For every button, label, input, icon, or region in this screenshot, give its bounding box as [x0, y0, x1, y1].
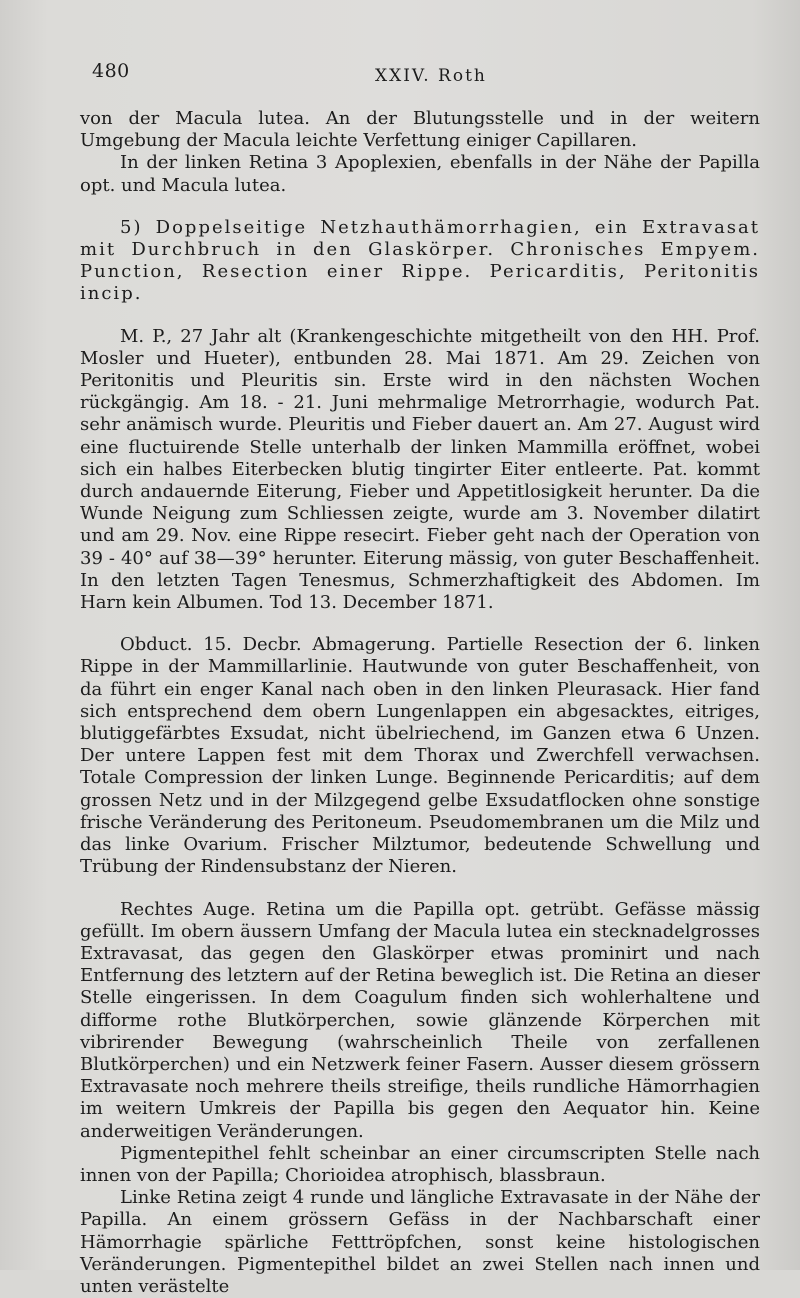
- paragraph-macula-continuation: von der Macula lutea. An der Blutungsstelle und in der weitern Umgebung der Macula leichte Verfettung einiger Capillaren.: [80, 108, 760, 152]
- paragraph-case-history: M. P., 27 Jahr alt (Krankengeschichte mitgetheilt von den HH. Prof. Mosler und Hueter), entbunden 28. Mai 1871. Am 29. Zeichen von Peritonitis und Pleuritis sin. Erste wird in den nächsten Wochen rückgängig. Am 18. - 21. Juni mehrmalige Metrorrhagie, wodurch Pat. sehr anämisch wurde. Pleuritis und Fieber dauert an. Am 27. August wird eine fluctuirende Stelle unterhalb der linken Mammilla eröffnet, wobei sich ein halbes Eiterbecken blutig tingirter Eiter entleerte. Pat. kommt durch andauernde Eiterung, Fieber und Appetitlosigkeit herunter. Da die Wunde Neigung zum Schliessen zeigte, wurde am 3. November dilatirt und am 29. Nov. eine Rippe resecirt. Fieber geht nach der Operation von 39 - 40° auf 38—39° herunter. Eiterung mässig, von guter Beschaffenheit. In den letzten Tagen Tenesmus, Schmerzhaftigkeit des Abdomen. Im Harn kein Albumen. Tod 13. December 1871.: [80, 325, 760, 614]
- paragraph-left-retina: In der linken Retina 3 Apoplexien, ebenfalls in der Nähe der Papilla opt. und Macula lutea.: [80, 152, 760, 196]
- running-head: XXIV. Roth: [375, 66, 487, 86]
- page-number: 480: [92, 60, 130, 82]
- page-header: [80, 52, 760, 98]
- body-text: [80, 108, 760, 1298]
- paragraph-pigment-epithelium: Pigmentepithel fehlt scheinbar an einer circumscripten Stelle nach innen von der Papilla; Chorioidea atrophisch, blassbraun.: [80, 1142, 760, 1186]
- paragraph-obduction: Obduct. 15. Decbr. Abmagerung. Partielle Resection der 6. linken Rippe in der Mammillarlinie. Hautwunde von guter Beschaffenheit, von da führt ein enger Kanal nach oben in den linken Pleurasack. Hier fand sich entsprechend dem obern Lungenlappen ein abgesacktes, eitriges, blutiggefärbtes Exsudat, nicht übelriechend, im Ganzen etwa 6 Unzen. Der untere Lappen fest mit dem Thorax und Zwerchfell verwachsen. Totale Compression der linken Lunge. Beginnende Pericarditis; auf dem grossen Netz und in der Milzgegend gelbe Exsudatflocken ohne sonstige frische Veränderung des Peritoneum. Pseudomembranen um die Milz und das linke Ovarium. Frischer Milztumor, bedeutende Schwellung und Trübung der Rindensubstanz der Nieren.: [80, 634, 760, 878]
- case-heading: 5) Doppelseitige Netzhauthämorrhagien, ein Extravasat mit Durchbruch in den Glaskörper. Chronisches Empyem. Punction, Resection einer Rippe. Pericarditis, Peritonitis incip.: [80, 216, 760, 305]
- paragraph-right-eye: Rechtes Auge. Retina um die Papilla opt. getrübt. Gefässe mässig gefüllt. Im obern äussern Umfang der Macula lutea ein stecknadelgrosses Extravasat, das gegen den Glaskörper etwas prominirt und nach Entfernung des letztern auf der Retina beweglich ist. Die Retina an dieser Stelle eingerissen. In dem Coagulum finden sich wohlerhaltene und difforme rothe Blutkörperchen, sowie glänzende Körperchen mit vibrirender Bewegung (wahrscheinlich Theile von zerfallenen Blutkörperchen) und ein Netzwerk feiner Fasern. Ausser diesem grössern Extravasate noch mehrere theils streifige, theils rundliche Hämorrhagien im weitern Umkreis der Papilla bis gegen den Aequator hin. Keine anderweitigen Veränderungen.: [80, 898, 760, 1142]
- paragraph-left-retina-findings: Linke Retina zeigt 4 runde und längliche Extravasate in der Nähe der Papilla. An einem grössern Gefäss in der Nachbarschaft einer Hämorrhagie spärliche Fetttröpfchen, sonst keine histologischen Veränderungen. Pigmentepithel bildet an zwei Stellen nach innen und unten verästelte: [80, 1187, 760, 1297]
